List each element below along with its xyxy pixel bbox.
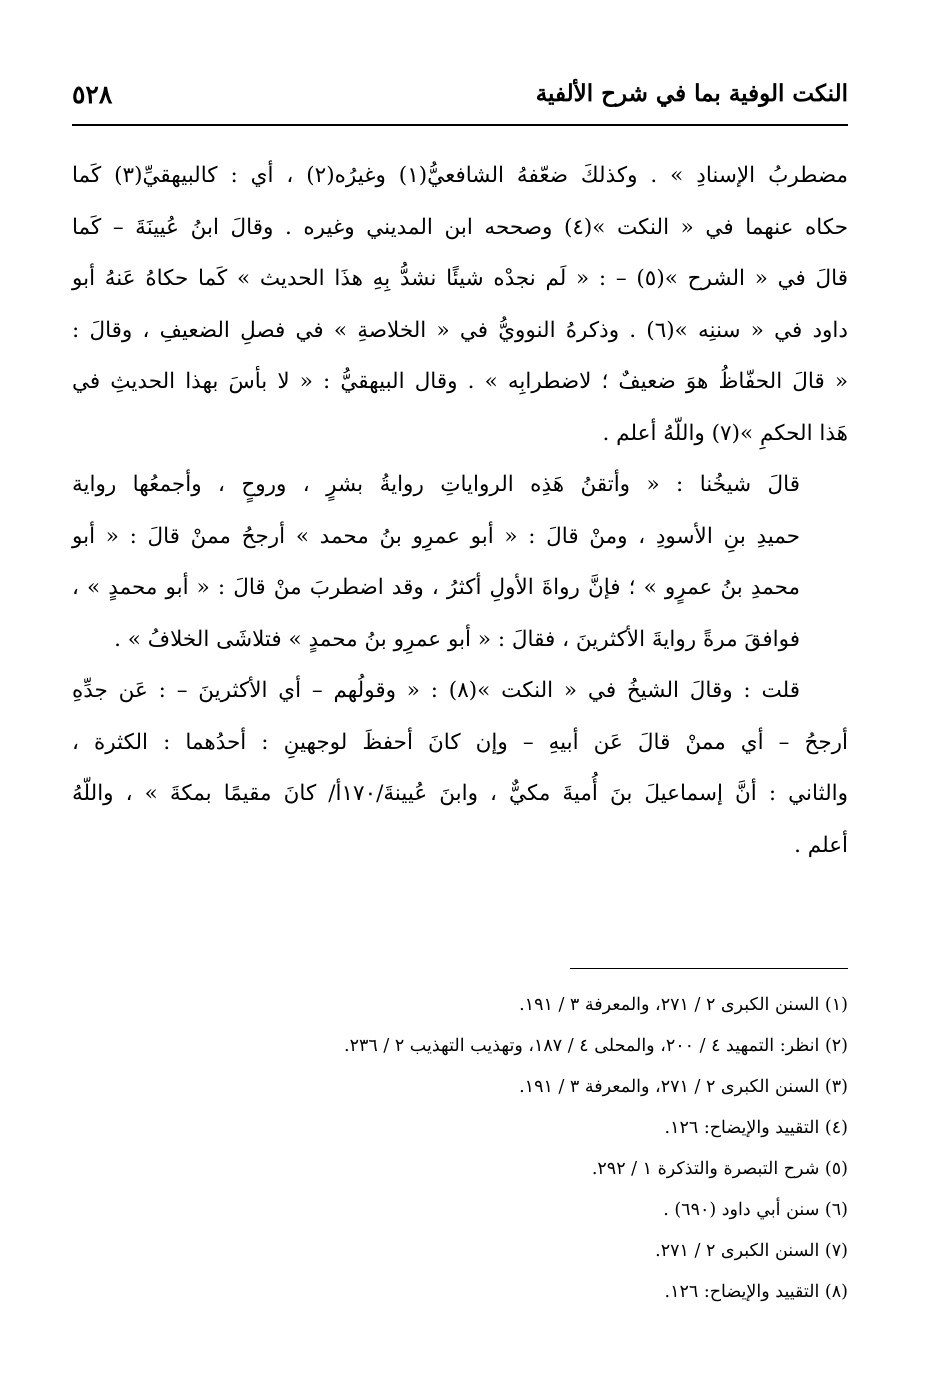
paragraph-1 (72, 150, 848, 459)
page-header (72, 80, 848, 124)
footnote-rule (570, 968, 848, 969)
text-line: والثاني : أنَّ إسماعيلَ بنَ أُميةَ مكيٌّ ، وابنَ عُيينةَ/١٧٠أ/ كانَ مقيمًا بمكةَ » ، واللّهُ (72, 781, 848, 806)
footnotes (72, 985, 848, 1313)
text-line: فوافقَ مرةً روايةَ الأكثرينَ ، فقالَ : « أبو عمرِو بنُ محمدٍ » فتلاشَى الخلافُ » . (114, 626, 800, 652)
text-line: أعلم . (794, 832, 848, 858)
text-line: مضطربُ الإسنادِ » . وكذلكَ ضعّفهُ الشافعيُّ(١) وغيرُه(٢) ، أي : كالبيهقيِّ(٣) كَما (72, 163, 848, 188)
page-number: ٥٢٨ (72, 80, 113, 109)
footnote-2: (٢) انظر: التمهيد ٤ / ٢٠٠، والمحلى ٤ / ١٨٧، وتهذيب التهذيب ٢ / ٢٣٦. (344, 1036, 848, 1056)
text-line: حميدِ بنِ الأسودِ ، ومنْ قالَ : « أبو عمرِو بنُ محمد » أرجحُ ممنْ قالَ : « أبو (72, 523, 800, 549)
main-text (72, 150, 848, 871)
text-line: أرجحُ – أي ممنْ قالَ عَن أبيهِ – وإن كانَ أحفظَ لوجهينِ : أحدُهما : الكثرة ، (72, 729, 848, 755)
footnote-1: (١) السنن الكبرى ٢ / ٢٧١، والمعرفة ٣ / ١٩١. (519, 995, 848, 1015)
footnote-6: (٦) سنن أبي داود (٦٩٠) . (663, 1200, 848, 1220)
footnote-8: (٨) التقييد والإيضاح: ١٢٦. (664, 1282, 848, 1302)
text-line: حكاه عنهما في « النكت »(٤) وصححه ابن المديني وغيره . وقالَ ابنُ عُيينَةَ – كَما (72, 214, 849, 240)
text-line: قالَ شيخُنا : « وأتقنُ هَذِه الرواياتِ روايةُ بشرٍ ، وروحٍ ، وأجمعُها رواية (72, 472, 800, 497)
footnote-4: (٤) التقييد والإيضاح: ١٢٦. (664, 1118, 848, 1138)
running-title: النكت الوفية بما في شرح الألفية (535, 80, 848, 107)
paragraph-3 (72, 665, 848, 871)
footnote-3: (٣) السنن الكبرى ٢ / ٢٧١، والمعرفة ٣ / ١٩١. (519, 1077, 848, 1097)
text-line: « قالَ الحفّاظُ هوَ ضعيفٌ ؛ لاضطرابِه » . وقال البيهقيُّ : « لا بأسَ بهذا الحديثِ في (72, 369, 849, 394)
text-line: محمدِ بنُ عمرٍو » ؛ فإنَّ رواةَ الأولِ أكثرُ ، وقد اضطربَ منْ قالَ : « أبو محمدٍ » ، (72, 575, 800, 600)
paragraph-2 (72, 459, 848, 665)
text-line: هَذا الحكمِ »(٧) واللّهُ أعلم . (602, 420, 848, 446)
footnote-5: (٥) شرح التبصرة والتذكرة ١ / ٢٩٢. (591, 1159, 848, 1179)
footnote-7: (٧) السنن الكبرى ٢ / ٢٧١. (655, 1241, 848, 1261)
header-rule (72, 124, 848, 126)
text-line: داود في « سننِه »(٦) . وذكرهُ النوويُّ في « الخلاصةِ » في فصلِ الضعيفِ ، وقالَ : (72, 317, 848, 343)
text-line: قالَ في « الشرح »(٥) – : « لَم نجدْه شيئًا نشدُّ بِهِ هذَا الحديث » كَما حكاهُ عَنهُ أبو (72, 266, 848, 291)
text-line: قلت : وقالَ الشيخُ في « النكت »(٨) : « وقولُهم – أي الأكثرينَ – : عَن جدِّهِ (72, 678, 800, 703)
